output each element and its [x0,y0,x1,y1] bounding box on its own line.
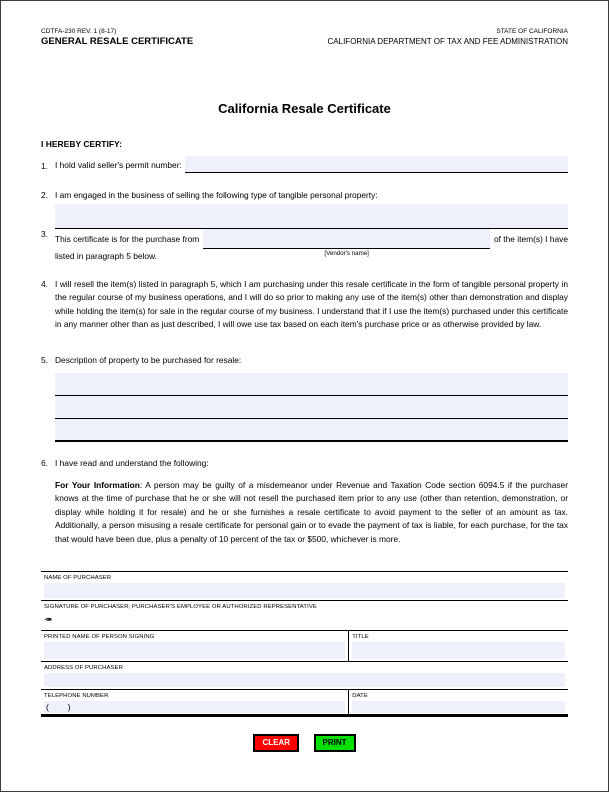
item-5-number: 5. [41,354,48,365]
item-3-label-after: of the item(s) I have [493,233,568,244]
item-3-label-before: This certificate is for the purchase from [55,233,200,244]
date-label: DATE [352,693,368,699]
description-line-1-field[interactable] [55,373,568,396]
signature-field[interactable] [44,611,565,630]
item-2-number: 2. [41,190,48,200]
header-right [328,27,568,47]
name-of-purchaser-label: NAME OF PURCHASER [44,575,112,581]
description-line-3-field[interactable] [55,419,568,442]
item-3 [41,229,568,263]
address-row [41,662,568,690]
item-3-number: 3. [41,228,48,239]
info-text: : A person may be guilty of a misdemeanor under Revenue and Taxation Code section 6094.5 if the purchaser knows at the time of purchase that he or she will not resell the purchased item prior to any use (other than retention, demonstration, or display while holding it for resale) and he or she furnishes a resale certificate to avoid payment to the seller of an amount as tax. Additionally, a person misusing a resale certificate for personal gain or to evade the payment of tax is liable, for each purchase, for the tax that would have been due, plus a penalty of 10 percent of the tax or $500, whichever is more. [55,479,568,544]
address-label: ADDRESS OF PURCHASER [44,665,123,671]
signature-label: SIGNATURE OF PURCHASER, PURCHASER'S EMPLOYEE OR AUTHORIZED REPRESENTATIVE [44,604,317,610]
printed-name-title-row [41,631,568,662]
telephone-label: TELEPHONE NUMBER [44,693,109,699]
page-title: California Resale Certificate [218,101,391,116]
address-field[interactable] [44,673,565,687]
certify-heading: I HEREBY CERTIFY: [41,139,122,149]
printed-name-field[interactable] [44,642,345,659]
info-lead: For Your Information [55,479,140,490]
telephone-date-row [41,690,568,714]
item-2-label: I am engaged in the business of selling the following type of tangible personal property: [55,190,378,200]
item-6 [41,457,568,471]
vendor-name-caption: [Vendor's name] [324,249,369,257]
state-label: STATE OF CALIFORNIA [496,28,568,35]
for-your-information-paragraph [55,479,568,547]
item-2 [41,189,568,229]
signature-row [41,601,568,631]
form-number: CDTFA-230 REV. 1 (8-17) [41,28,117,35]
item-5 [41,354,568,443]
item-4-number: 4. [41,278,48,289]
sellers-permit-number-field[interactable] [185,156,568,173]
item-4-text: I will resell the item(s) listed in paragraph 5, which I am purchasing under this resale certificate in the form of tangible personal property in the regular course of my business operations, and I will do so prior to making any use of the item(s) other than demonstration and display while holding the item(s) for sale in the regular course of my business. I understand that if I use the item(s) purchased under this certificate in any manner other than as just described, I will owe use tax based on each item's purchase price or as otherwise provided by law. [55,278,568,329]
form-header [41,27,568,47]
tangible-property-field[interactable] [55,204,568,229]
title-label: TITLE [352,634,369,640]
signature-table [41,571,568,717]
item-1-number: 1. [41,160,48,171]
date-field[interactable] [352,701,565,713]
item-1-label: I hold valid seller's permit number: [55,160,182,170]
title-field[interactable] [352,642,565,659]
form-name: GENERAL RESALE CERTIFICATE [41,36,194,47]
item-5-label: Description of property to be purchased for resale: [55,354,242,365]
name-of-purchaser-row [41,572,568,601]
department-label: CALIFORNIA DEPARTMENT OF TAX AND FEE ADMINISTRATION [327,37,568,46]
telephone-field[interactable]: ( ) [44,701,345,713]
name-of-purchaser-field[interactable] [44,583,565,598]
signature-pen-icon: ✒ [44,614,53,626]
header-left [41,27,193,47]
item-1 [41,156,568,173]
vendor-name-field[interactable] [203,229,490,249]
clear-button[interactable]: CLEAR [253,734,299,752]
item-3-label-line2: listed in paragraph 5 below. [55,250,157,261]
print-button[interactable]: PRINT [314,734,356,752]
item-6-number: 6. [41,458,48,468]
printed-name-label: PRINTED NAME OF PERSON SIGNING [44,634,155,640]
item-6-label: I have read and understand the following: [55,458,209,468]
button-row [41,732,568,752]
item-4 [41,278,568,332]
description-line-2-field[interactable] [55,396,568,419]
